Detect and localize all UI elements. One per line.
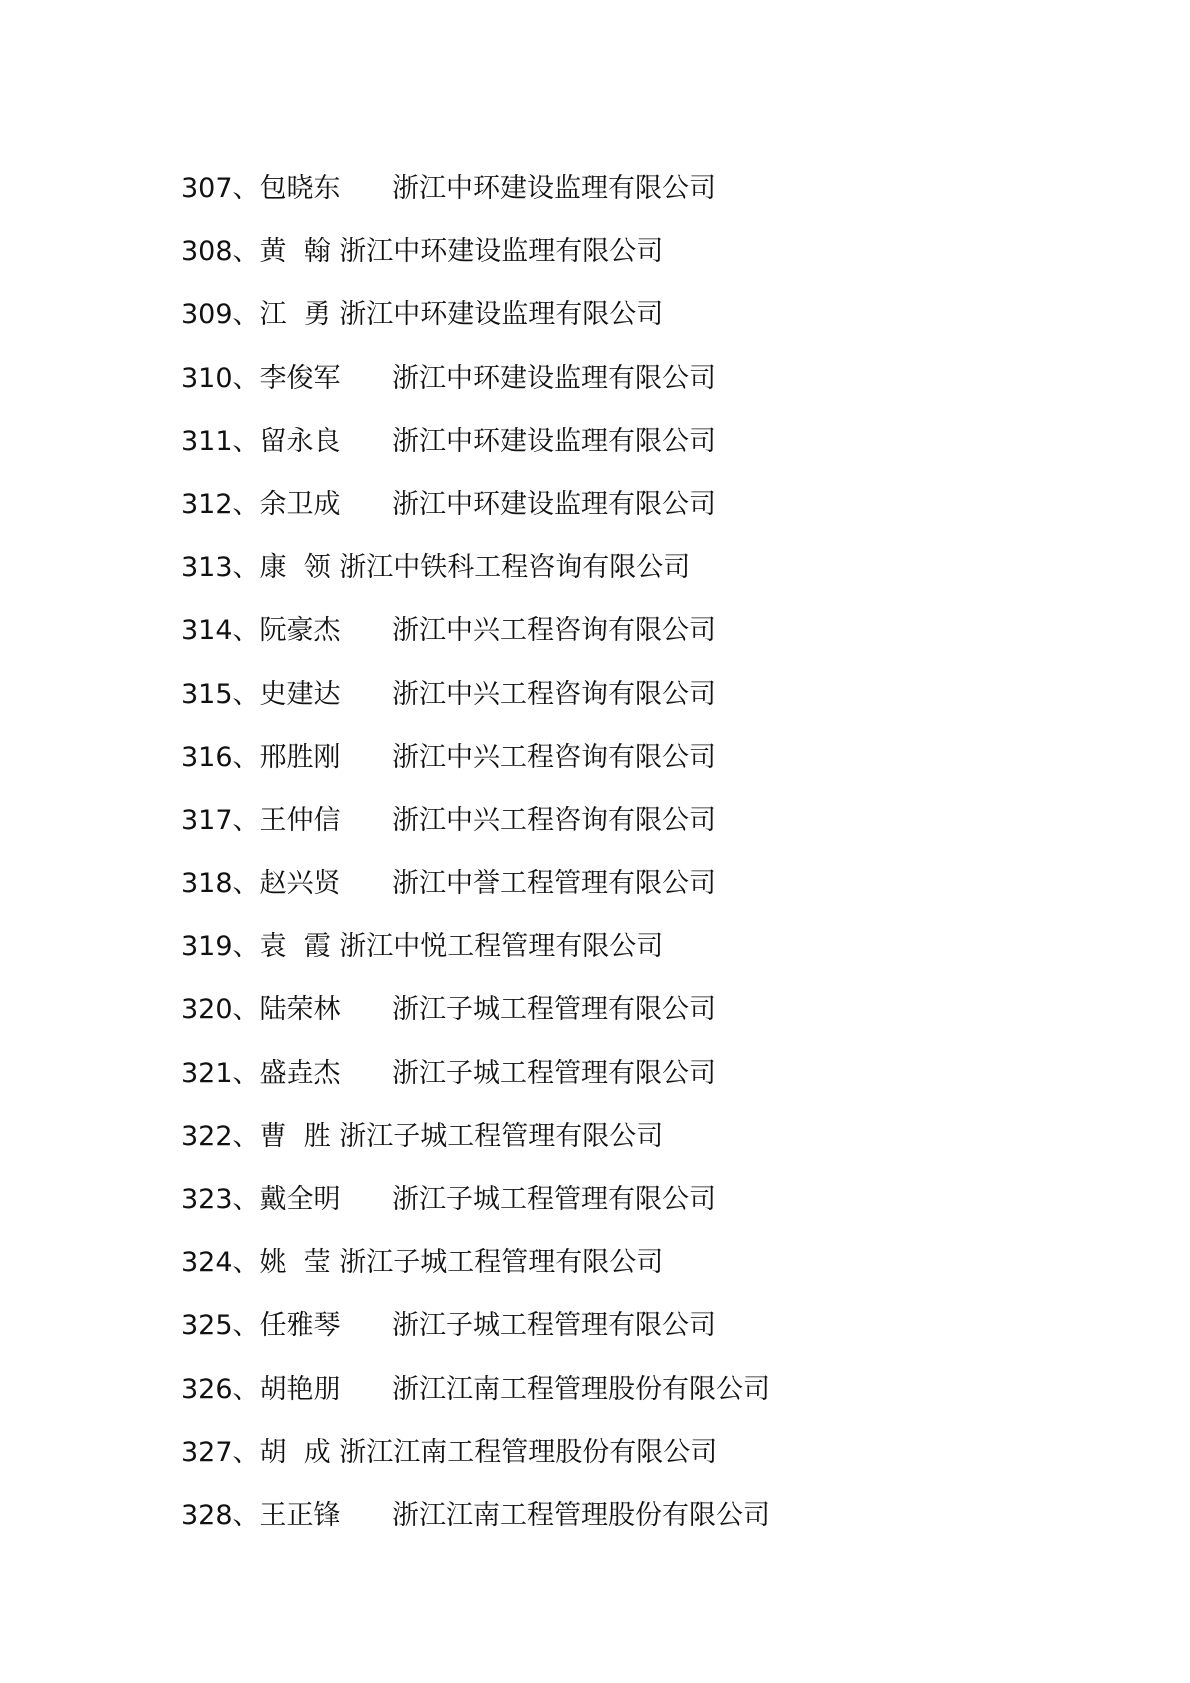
list-item: 321、盛垚杰 浙江子城工程管理有限公司: [181, 1057, 717, 1089]
list-item: 328、王正锋 浙江江南工程管理股份有限公司: [181, 1499, 771, 1531]
list-item: 322、曹 胜 浙江子城工程管理有限公司: [181, 1120, 664, 1152]
list-item: 318、赵兴贤 浙江中誉工程管理有限公司: [181, 868, 717, 900]
list-item: 317、王仲信 浙江中兴工程咨询有限公司: [181, 804, 717, 836]
list-item: 315、史建达 浙江中兴工程咨询有限公司: [181, 678, 717, 710]
list-item: 308、黄 翰 浙江中环建设监理有限公司: [181, 236, 664, 268]
list-item: 327、胡 成 浙江江南工程管理股份有限公司: [181, 1436, 718, 1468]
list-item: 326、胡艳朋 浙江江南工程管理股份有限公司: [181, 1373, 771, 1405]
list-item: 323、戴全明 浙江子城工程管理有限公司: [181, 1184, 717, 1215]
list-item: 312、余卫成 浙江中环建设监理有限公司: [181, 488, 717, 520]
list-item: 310、李俊军 浙江中环建设监理有限公司: [181, 362, 717, 394]
list-item: 316、邢胜刚 浙江中兴工程咨询有限公司: [181, 741, 717, 773]
list-item: 307、包晓东 浙江中环建设监理有限公司: [181, 173, 717, 204]
list-item: 309、江 勇 浙江中环建设监理有限公司: [181, 299, 664, 331]
list-item: 324、姚 莹 浙江子城工程管理有限公司: [181, 1247, 664, 1279]
list-item: 319、袁 霞 浙江中悦工程管理有限公司: [181, 931, 664, 963]
list-item: 311、留永良 浙江中环建设监理有限公司: [181, 425, 717, 457]
list-item: 325、任雅琴 浙江子城工程管理有限公司: [181, 1310, 717, 1342]
list-item: 320、陆荣林 浙江子城工程管理有限公司: [181, 994, 717, 1026]
list-item: 313、康 领 浙江中铁科工程咨询有限公司: [181, 552, 691, 584]
name-list: [181, 168, 770, 1558]
list-item: 314、阮豪杰 浙江中兴工程咨询有限公司: [181, 615, 717, 647]
